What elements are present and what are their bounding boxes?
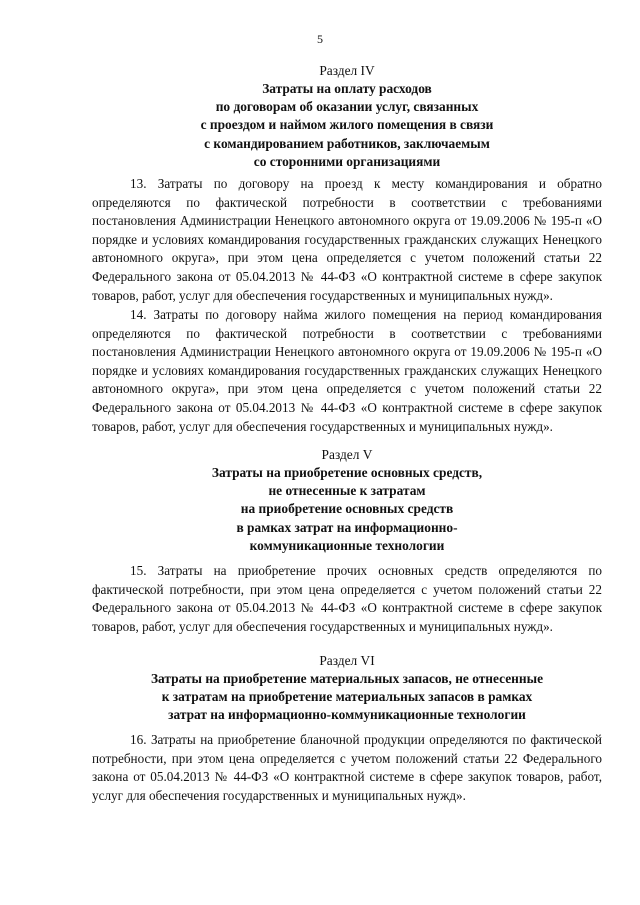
section-title-line: со сторонними организациями (253, 153, 441, 169)
paragraph-13: 13. Затраты по договору на проезд к месту командирования и обратно определяются по фактической потребности в соответствии с требованиями постановления Администрации Ненецкого автономного округа от 19.09.2006 № 195-п «О порядке и условиях командирования государственных гражданских служащих Ненецкого автономного округа», при этом цена определяется с учетом положений статьи 22 Федерального закона от 05.04.2013 № 44-ФЗ «О контрактной системе в сфере закупок товаров, работ, услуг для обеспечения государственных и муниципальных нужд». (92, 176, 602, 303)
section-vi-heading (92, 652, 602, 725)
section-title (92, 80, 602, 171)
section-title (92, 464, 602, 555)
section-v-heading (92, 446, 602, 555)
section-label: Раздел V (321, 447, 373, 462)
section-title-line: к затратам на приобретение материальных запасов в рамках (161, 689, 533, 705)
section-title-line: не отнесенные к затратам (268, 483, 426, 499)
page-number: 5 (317, 32, 323, 46)
paragraph-16: 16. Затраты на приобретение бланочной продукции определяются по фактической потребности, при этом цена определяется с учетом положений статьи 22 Федерального закона от 05.04.2013 № 44-ФЗ «О контрактной системе в сфере закупок товаров, работ, услуг для обеспечения государственных и муниципальных нужд». (92, 732, 602, 803)
section-title-line: в рамках затрат на информационно- (236, 519, 458, 535)
paragraph-15: 15. Затраты на приобретение прочих основных средств определяются по фактической потребности, при этом цена определяется с учетом положений статьи 22 Федерального закона от 05.04.2013 № 44-ФЗ «О контрактной системе в сфере закупок товаров, работ, услуг для обеспечения государственных и муниципальных нужд». (92, 563, 602, 634)
section-title-line: с командированием работников, заключаемым (204, 135, 490, 151)
section-title-line: Затраты на приобретение материальных запасов, не отнесенные (150, 671, 544, 686)
section-label: Раздел VI (319, 653, 375, 668)
section-title-line: на приобретение основных средств (240, 501, 454, 517)
section-title (92, 670, 602, 725)
section-title-line: с проездом и наймом жилого помещения в связи (200, 117, 494, 133)
section-title-line: Затраты на приобретение основных средств, (211, 465, 483, 480)
section-title-line: затрат на информационно-коммуникационные технологии (168, 707, 526, 723)
section-title-line: по договорам об оказании услуг, связанных (215, 99, 479, 115)
paragraph-14: 14. Затраты по договору найма жилого помещения на период командирования определяются по фактической потребности в соответствии с требованиями постановления Администрации Ненецкого автономного округа от 19.09.2006 № 195-п «О порядке и условиях командирования государственных гражданских служащих Ненецкого автономного округа», при этом цена определяется с учетом положений статьи 22 Федерального закона от 05.04.2013 № 44-ФЗ «О контрактной системе в сфере закупок товаров, работ, услуг для обеспечения государственных и муниципальных нужд». (92, 307, 602, 434)
section-title-line: Затраты на оплату расходов (262, 81, 432, 96)
section-title-line: коммуникационные технологии (249, 537, 445, 553)
section-label: Раздел IV (319, 63, 375, 78)
section-iv-heading (92, 62, 602, 171)
